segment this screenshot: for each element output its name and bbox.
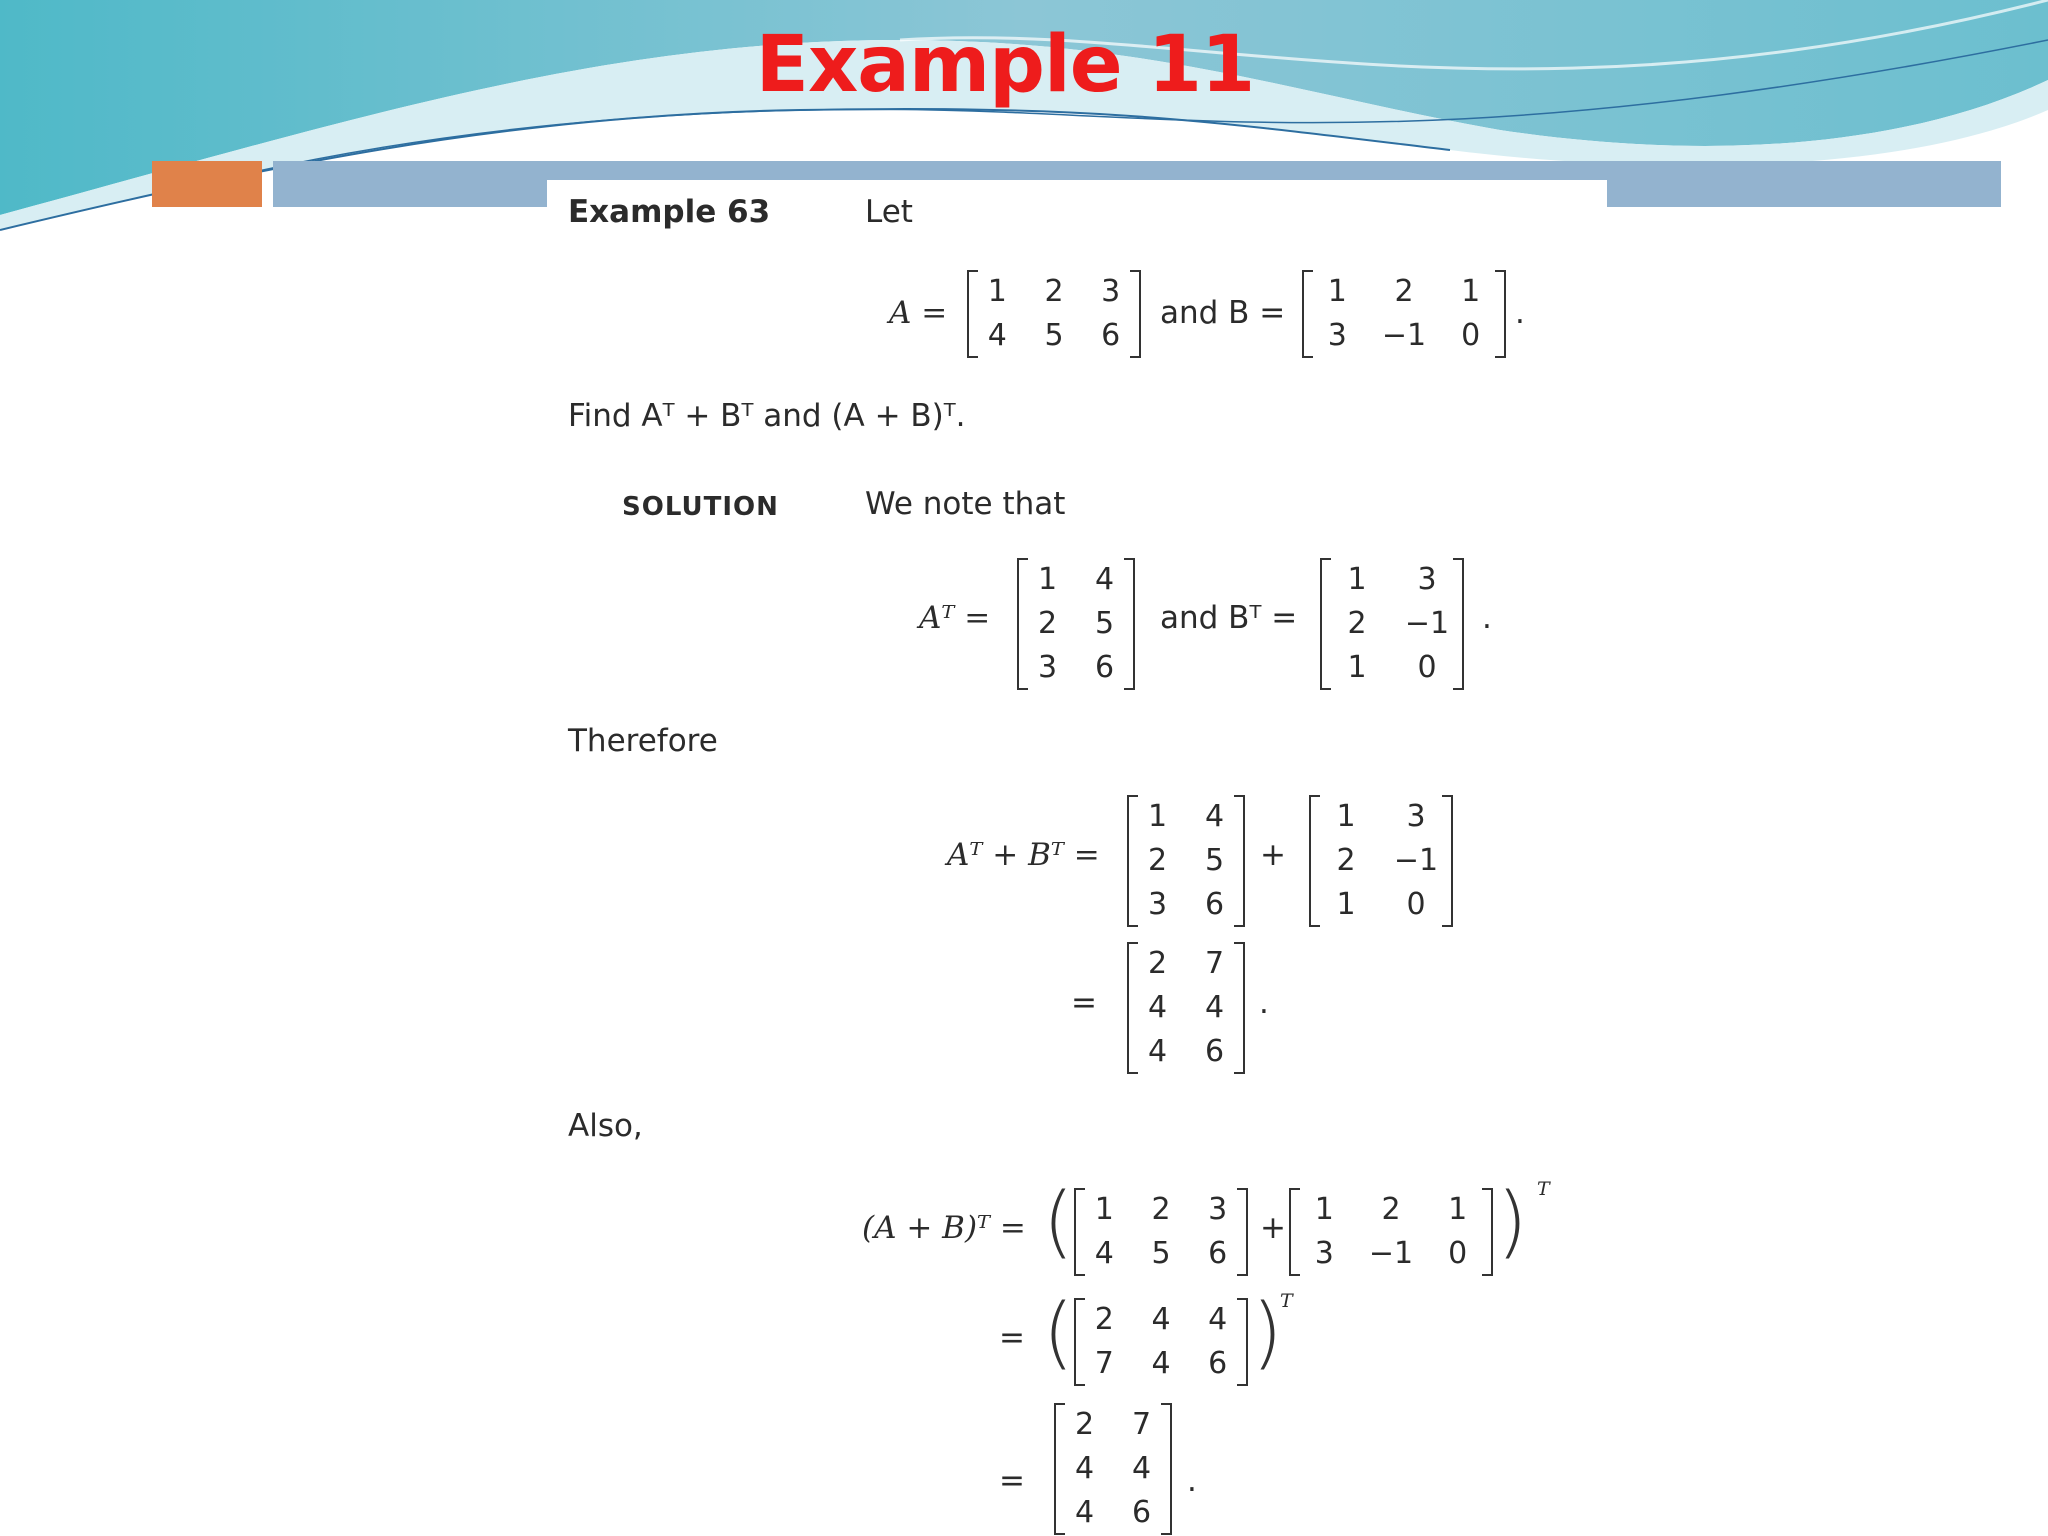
matrix-entry: 1 (1336, 887, 1356, 922)
matrix-entry: 4 (987, 318, 1007, 353)
orange-accent-bar (152, 161, 262, 207)
matrix-entry: 1 (1448, 1192, 1468, 1227)
matrix-B-label: and B = (1160, 295, 1286, 331)
matrix-entry: −1 (1368, 1236, 1414, 1271)
textbook-excerpt (547, 180, 1607, 1536)
matrix-entry: 0 (1448, 1236, 1468, 1271)
right-paren: ) (1497, 1177, 1528, 1267)
matrix-entry: 4 (1204, 799, 1225, 834)
matrix-entry: 6 (1094, 650, 1115, 685)
matrix-entry: 2 (1394, 274, 1414, 309)
matrix-entry: 2 (1147, 843, 1168, 878)
matrix-entry: 4 (1147, 1034, 1168, 1069)
find-text: Find Aᵀ + Bᵀ and (A + B)ᵀ. (568, 398, 966, 434)
matrix-entry: 7 (1094, 1346, 1114, 1381)
matrix-entry: 5 (1094, 606, 1115, 641)
example-label: Example 63 (568, 194, 771, 230)
matrix-entry: 2 (1037, 606, 1058, 641)
matrix-entry: 3 (1101, 274, 1121, 309)
matrix-entry: 3 (1147, 887, 1168, 922)
matrix-entry: 2 (1381, 1192, 1401, 1227)
left-paren: ( (1043, 1288, 1074, 1378)
matrix-entry: 2 (1044, 274, 1064, 309)
matrix-entry: 4 (1151, 1346, 1171, 1381)
matrix-entry: 1 (1347, 650, 1367, 685)
matrix-entry: 5 (1151, 1236, 1171, 1271)
left-paren: ( (1043, 1177, 1074, 1267)
matrix-A-label: A = (889, 295, 948, 331)
matrix-AT-sum (1127, 795, 1245, 927)
matrix-entry: 6 (1208, 1346, 1228, 1381)
period: . (1482, 600, 1492, 636)
matrix-entry: 3 (1037, 650, 1058, 685)
matrix-entry: 2 (1336, 843, 1356, 878)
matrix-entry: 3 (1417, 562, 1437, 597)
matrix-AT-label: Aᵀ = (919, 600, 991, 636)
matrix-entry: 7 (1131, 1407, 1152, 1442)
matrix-entry: 4 (1204, 990, 1225, 1025)
matrix-BT (1320, 558, 1464, 690)
equals-sign: = (1071, 985, 1097, 1021)
matrix-entry: 4 (1094, 1236, 1114, 1271)
matrix-entry: 4 (1208, 1302, 1228, 1337)
matrix-entry: 1 (1347, 562, 1367, 597)
matrix-B (1302, 270, 1506, 358)
sum-transpose-label: Aᵀ + Bᵀ = (947, 837, 1100, 873)
matrix-entry: 1 (1147, 799, 1168, 834)
matrix-entry: 2 (1151, 1192, 1171, 1227)
matrix-entry: 0 (1461, 318, 1481, 353)
matrix-sum (1074, 1298, 1248, 1386)
matrix-entry: 5 (1044, 318, 1064, 353)
matrix-entry: 0 (1406, 887, 1426, 922)
matrix-entry: 1 (1461, 274, 1481, 309)
sum-then-transpose-label: (A + B)ᵀ = (862, 1210, 1026, 1246)
matrix-entry: 5 (1204, 843, 1225, 878)
transpose-superscript: T (1537, 1178, 1550, 1200)
slide-title: Example 11 (755, 20, 1255, 110)
matrix-entry: 3 (1314, 1236, 1334, 1271)
matrix-entry: 1 (1327, 274, 1347, 309)
matrix-entry: 4 (1131, 1451, 1152, 1486)
matrix-entry: 1 (1314, 1192, 1334, 1227)
matrix-BT-sum (1309, 795, 1453, 927)
period: . (1259, 985, 1269, 1021)
matrix-entry: −1 (1381, 318, 1427, 353)
matrix-entry: 3 (1327, 318, 1347, 353)
we-note-text: We note that (865, 486, 1066, 522)
plus-sign: + (1260, 837, 1286, 873)
matrix-entry: 6 (1204, 1034, 1225, 1069)
matrix-entry: 6 (1101, 318, 1121, 353)
therefore-text: Therefore (568, 723, 718, 759)
matrix-A-repeat (1074, 1188, 1248, 1276)
period: . (1515, 295, 1525, 331)
matrix-entry: 0 (1417, 650, 1437, 685)
matrix-entry: 3 (1208, 1192, 1228, 1227)
matrix-entry: 4 (1151, 1302, 1171, 1337)
matrix-entry: 2 (1147, 946, 1168, 981)
matrix-entry: 2 (1094, 1302, 1114, 1337)
solution-label: SOLUTION (622, 492, 779, 522)
matrix-final-result (1054, 1403, 1172, 1535)
matrix-BT-label: and Bᵀ = (1160, 600, 1298, 636)
matrix-entry: 1 (1037, 562, 1058, 597)
equals-sign: = (999, 1463, 1025, 1499)
right-paren: ) (1252, 1288, 1283, 1378)
matrix-entry: −1 (1404, 606, 1450, 641)
matrix-entry: 1 (1336, 799, 1356, 834)
matrix-entry: 3 (1406, 799, 1426, 834)
matrix-entry: −1 (1393, 843, 1439, 878)
matrix-entry: 1 (1094, 1192, 1114, 1227)
matrix-entry: 1 (987, 274, 1007, 309)
matrix-entry: 2 (1074, 1407, 1095, 1442)
period: . (1187, 1463, 1197, 1499)
matrix-entry: 4 (1074, 1451, 1095, 1486)
transpose-superscript: T (1280, 1290, 1293, 1312)
matrix-entry: 4 (1094, 562, 1115, 597)
also-text: Also, (568, 1108, 643, 1144)
plus-sign: + (1260, 1210, 1286, 1246)
matrix-entry: 6 (1208, 1236, 1228, 1271)
matrix-entry: 6 (1131, 1495, 1152, 1530)
matrix-B-repeat (1289, 1188, 1493, 1276)
equals-sign: = (999, 1320, 1025, 1356)
let-text: Let (865, 194, 913, 230)
matrix-A (967, 270, 1141, 358)
matrix-AT (1017, 558, 1135, 690)
matrix-entry: 2 (1347, 606, 1367, 641)
matrix-sum-result (1127, 942, 1245, 1074)
matrix-entry: 4 (1074, 1495, 1095, 1530)
matrix-entry: 6 (1204, 887, 1225, 922)
matrix-entry: 7 (1204, 946, 1225, 981)
matrix-entry: 4 (1147, 990, 1168, 1025)
